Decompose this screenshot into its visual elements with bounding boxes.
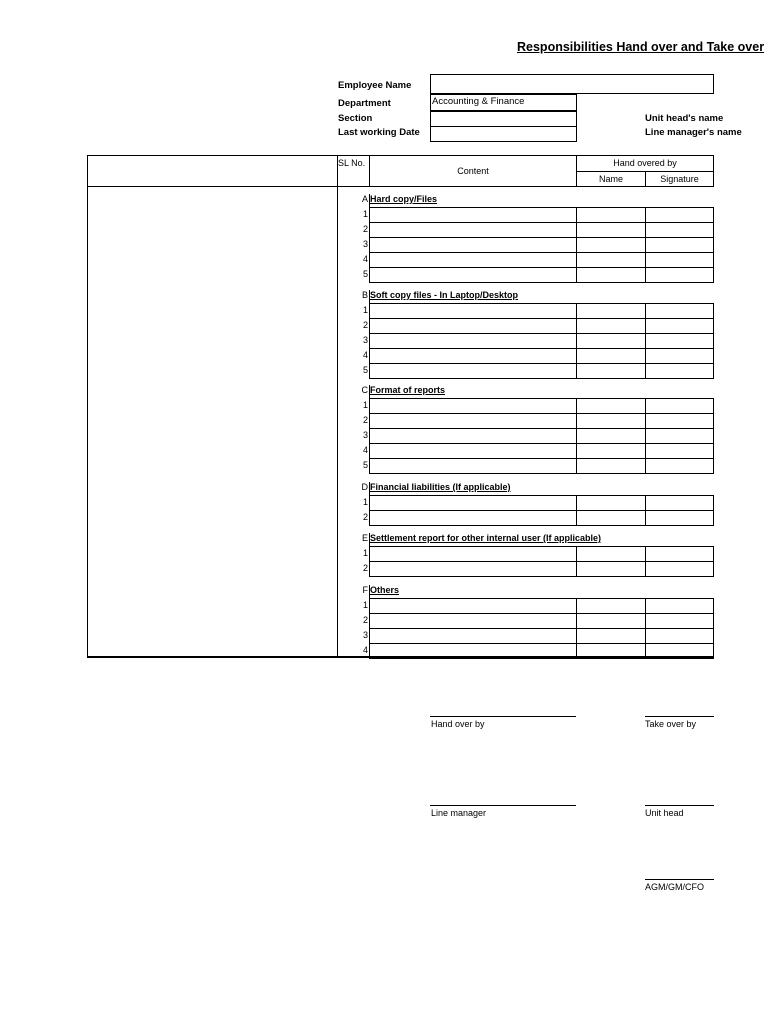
- signature-left-border: [645, 546, 646, 576]
- signature-cell[interactable]: [646, 349, 713, 363]
- content-cell[interactable]: [370, 399, 575, 413]
- signature-cell[interactable]: [646, 547, 713, 561]
- agm-gm-cfo-label: AGM/GM/CFO: [645, 882, 704, 892]
- name-cell[interactable]: [577, 562, 644, 576]
- name-cell[interactable]: [577, 208, 644, 222]
- content-cell[interactable]: [370, 414, 575, 428]
- line-manager-signature-line[interactable]: [430, 805, 576, 806]
- right-border: [713, 495, 714, 525]
- content-cell[interactable]: [370, 304, 575, 318]
- content-left-border: [369, 585, 370, 658]
- signature-cell[interactable]: [646, 599, 713, 613]
- signature-cell[interactable]: [646, 511, 713, 525]
- row-number: 2: [362, 320, 368, 330]
- name-cell[interactable]: [577, 429, 644, 443]
- signature-cell[interactable]: [646, 629, 713, 643]
- hand-over-signature-line[interactable]: [430, 716, 576, 717]
- content-cell[interactable]: [370, 223, 575, 237]
- content-left-border: [369, 482, 370, 525]
- name-cell[interactable]: [577, 614, 644, 628]
- row-number: 3: [362, 335, 368, 345]
- row-number: 2: [362, 415, 368, 425]
- row-number: 1: [362, 497, 368, 507]
- row-number: 1: [362, 548, 368, 558]
- content-cell[interactable]: [370, 599, 575, 613]
- signature-cell[interactable]: [646, 334, 713, 348]
- signature-cell[interactable]: [646, 238, 713, 252]
- name-left-border: [576, 207, 577, 282]
- signature-left-border: [645, 303, 646, 378]
- name-cell[interactable]: [577, 399, 644, 413]
- section-label: Section: [338, 113, 373, 124]
- department-label: Department: [338, 98, 391, 109]
- content-cell[interactable]: [370, 614, 575, 628]
- row-number: 2: [362, 563, 368, 573]
- take-over-by-label: Take over by: [645, 719, 697, 729]
- row-number: 5: [362, 269, 368, 279]
- content-left-border: [369, 385, 370, 473]
- name-cell[interactable]: [577, 253, 644, 267]
- name-cell[interactable]: [577, 644, 644, 658]
- content-cell[interactable]: [370, 334, 575, 348]
- right-border: [713, 207, 714, 282]
- name-cell[interactable]: [577, 268, 644, 282]
- unit-head-label: Unit head: [645, 808, 684, 818]
- signature-cell[interactable]: [646, 223, 713, 237]
- row-number: 4: [362, 445, 368, 455]
- section-title: Soft copy files - In Laptop/Desktop: [370, 290, 519, 300]
- row-number: 3: [362, 239, 368, 249]
- signature-cell[interactable]: [646, 429, 713, 443]
- content-cell[interactable]: [370, 459, 575, 473]
- signature-cell[interactable]: [646, 644, 713, 658]
- employee-name-label: Employee Name: [338, 80, 412, 91]
- signature-cell[interactable]: [646, 208, 713, 222]
- content-cell[interactable]: [370, 629, 575, 643]
- content-cell[interactable]: [370, 496, 575, 510]
- employee-name-field[interactable]: [430, 74, 714, 94]
- right-border: [713, 546, 714, 576]
- content-cell[interactable]: [370, 253, 575, 267]
- name-cell[interactable]: [577, 444, 644, 458]
- content-cell[interactable]: [370, 364, 575, 378]
- row-border: [369, 525, 714, 526]
- section-letter: B: [361, 290, 368, 300]
- section-letter: D: [361, 482, 368, 492]
- content-cell[interactable]: [370, 644, 575, 658]
- row-number: 4: [362, 645, 368, 655]
- unit-head-signature-line[interactable]: [645, 805, 714, 806]
- signature-left-border: [645, 398, 646, 473]
- name-cell[interactable]: [577, 414, 644, 428]
- content-cell[interactable]: [370, 319, 575, 333]
- section-title: Others: [370, 585, 400, 595]
- section-letter: E: [361, 533, 368, 543]
- name-left-border: [576, 598, 577, 658]
- row-border: [369, 378, 714, 379]
- row-border: [369, 658, 714, 659]
- content-cell[interactable]: [370, 268, 575, 282]
- row-number: 5: [362, 365, 368, 375]
- name-left-border: [576, 495, 577, 525]
- signature-cell[interactable]: [646, 459, 713, 473]
- name-cell[interactable]: [577, 511, 644, 525]
- signature-cell[interactable]: [646, 364, 713, 378]
- row-number: 2: [362, 224, 368, 234]
- content-header: Content: [457, 166, 489, 176]
- name-header: Name: [598, 174, 623, 184]
- name-cell[interactable]: [577, 599, 644, 613]
- page-title: Responsibilities Hand over and Take over: [517, 40, 765, 54]
- signature-cell[interactable]: [646, 304, 713, 318]
- content-cell[interactable]: [370, 208, 575, 222]
- row-number: 2: [362, 512, 368, 522]
- agm-signature-line[interactable]: [645, 879, 714, 880]
- signature-cell[interactable]: [646, 319, 713, 333]
- content-cell[interactable]: [370, 511, 575, 525]
- name-cell[interactable]: [577, 364, 644, 378]
- take-over-signature-line[interactable]: [645, 716, 714, 717]
- section-letter: F: [362, 585, 368, 595]
- signature-cell[interactable]: [646, 268, 713, 282]
- signature-cell[interactable]: [646, 444, 713, 458]
- name-cell[interactable]: [577, 629, 644, 643]
- signature-cell[interactable]: [646, 399, 713, 413]
- name-cell[interactable]: [577, 223, 644, 237]
- section-letter: A: [361, 194, 368, 204]
- row-number: 1: [362, 400, 368, 410]
- line-manager-label: Line manager: [431, 808, 487, 818]
- name-cell[interactable]: [577, 238, 644, 252]
- row-border: [369, 282, 714, 283]
- right-border: [713, 598, 714, 658]
- row-number: 5: [362, 460, 368, 470]
- section-field[interactable]: [430, 111, 577, 127]
- hand-over-by-label: Hand over by: [431, 719, 485, 729]
- row-number: 1: [362, 209, 368, 219]
- signature-cell[interactable]: [646, 414, 713, 428]
- name-cell[interactable]: [577, 304, 644, 318]
- signature-cell[interactable]: [646, 253, 713, 267]
- last-working-date-label: Last working Date: [338, 127, 420, 138]
- signature-cell[interactable]: [646, 562, 713, 576]
- hand-overed-by-header: Hand overed by: [613, 158, 677, 168]
- content-left-border: [369, 194, 370, 282]
- row-number: 4: [362, 254, 368, 264]
- name-cell[interactable]: [577, 349, 644, 363]
- name-left-border: [576, 303, 577, 378]
- department-field[interactable]: Accounting & Finance: [430, 94, 577, 111]
- signature-left-border: [645, 495, 646, 525]
- name-cell[interactable]: [577, 547, 644, 561]
- line-manager-name-label: Line manager's name: [645, 127, 742, 138]
- section-title: Format of reports: [370, 385, 446, 395]
- name-cell[interactable]: [577, 459, 644, 473]
- sl-no-header: SL No.: [338, 158, 366, 168]
- row-number: 1: [362, 305, 368, 315]
- right-border: [713, 303, 714, 378]
- last-working-date-field[interactable]: [430, 126, 577, 142]
- signature-left-border: [645, 598, 646, 658]
- content-cell[interactable]: [370, 444, 575, 458]
- content-cell[interactable]: [370, 429, 575, 443]
- row-number: 1: [362, 600, 368, 610]
- content-cell[interactable]: [370, 349, 575, 363]
- section-title: Financial liabilities (If applicable): [370, 482, 511, 492]
- name-left-border: [576, 546, 577, 576]
- signature-left-border: [645, 207, 646, 282]
- content-cell[interactable]: [370, 238, 575, 252]
- row-border: [369, 576, 714, 577]
- section-title: Settlement report for other internal user (If applicable): [370, 533, 602, 543]
- content-left-border: [369, 290, 370, 378]
- signature-cell[interactable]: [646, 614, 713, 628]
- content-left-border: [369, 533, 370, 576]
- row-number: 2: [362, 615, 368, 625]
- name-cell[interactable]: [577, 319, 644, 333]
- row-number: 4: [362, 350, 368, 360]
- name-cell[interactable]: [577, 496, 644, 510]
- row-border: [369, 473, 714, 474]
- right-border: [713, 398, 714, 473]
- content-cell[interactable]: [370, 547, 575, 561]
- row-number: 3: [362, 430, 368, 440]
- row-number: 3: [362, 630, 368, 640]
- content-cell[interactable]: [370, 562, 575, 576]
- section-letter: C: [361, 385, 368, 395]
- section-title: Hard copy/Files: [370, 194, 438, 204]
- name-cell[interactable]: [577, 334, 644, 348]
- signature-cell[interactable]: [646, 496, 713, 510]
- name-left-border: [576, 398, 577, 473]
- signature-header: Signature: [660, 174, 699, 184]
- unit-head-name-label: Unit head's name: [645, 113, 724, 124]
